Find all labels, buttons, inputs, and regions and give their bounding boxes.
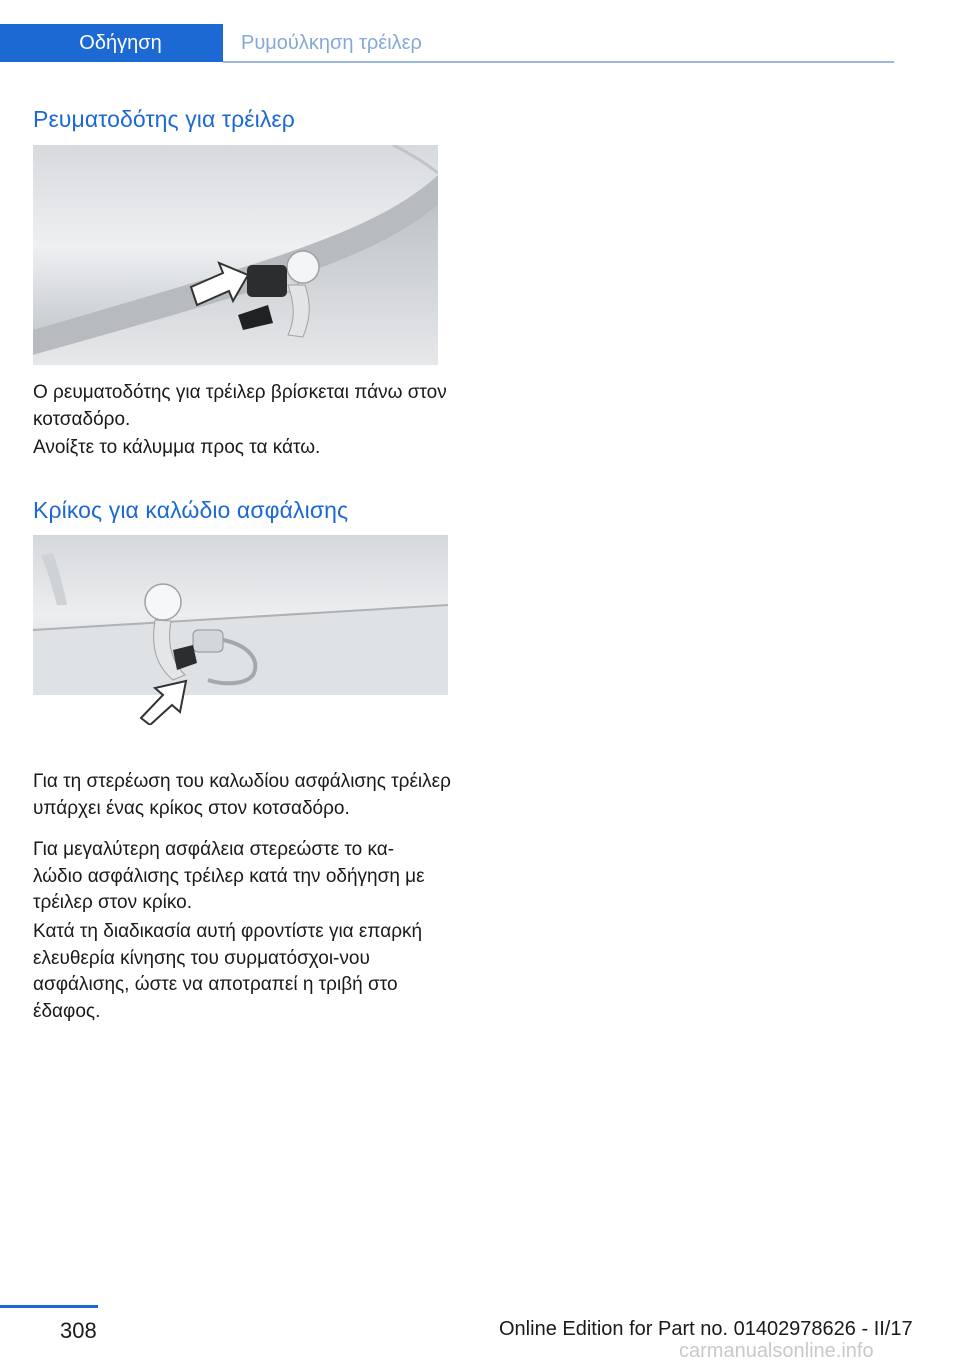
safety-cable-eye-drawing xyxy=(33,535,448,725)
paragraph-attach-cable: Για μεγαλύτερη ασφάλεια στερεώστε το κα-λώδιο ασφάλισης τρέιλερ κατά την οδήγηση με τρέιλερ στον κρίκο. xyxy=(33,839,425,913)
paragraph-eye-location: Για τη στερέωση του καλωδίου ασφάλισης τρέιλερ υπάρχει ένας κρίκος στον κοτσαδόρο. xyxy=(33,771,451,819)
page-header xyxy=(0,0,960,62)
tab-towing[interactable]: Ρυμούλκηση τρέιλερ xyxy=(241,31,422,54)
footer-divider xyxy=(0,1305,98,1308)
safety-cable-eye-illustration xyxy=(33,535,448,725)
header-divider xyxy=(223,61,894,63)
page-number: 308 xyxy=(60,1318,97,1343)
section-heading-safety-cable-eye: Κρίκος για καλώδιο ασφάλισης xyxy=(33,497,349,523)
tab-driving[interactable]: Οδήγηση xyxy=(0,24,223,62)
paragraph-cable-slack: Κατά τη διαδικασία αυτή φροντίστε για επαρκή ελευθερία κίνησης του συρματόσχοι-νου ασφάλισης, ώστε να αποτραπεί η τριβή στο έδαφος. xyxy=(33,921,423,1022)
watermark: carmanualsonline.info xyxy=(679,1340,874,1362)
trailer-socket-drawing xyxy=(33,145,438,365)
paragraph-socket-location: Ο ρευματοδότης για τρέιλερ βρίσκεται πάνω στον κοτσαδόρο. xyxy=(33,382,447,430)
trailer-socket-illustration xyxy=(33,145,438,365)
section-heading-trailer-socket: Ρευματοδότης για τρέιλερ xyxy=(33,106,295,132)
edition-note: Online Edition for Part no. 01402978626 - II/17 xyxy=(499,1318,913,1340)
paragraph-open-cover: Ανοίξτε το κάλυμμα προς τα κάτω. xyxy=(33,437,321,458)
